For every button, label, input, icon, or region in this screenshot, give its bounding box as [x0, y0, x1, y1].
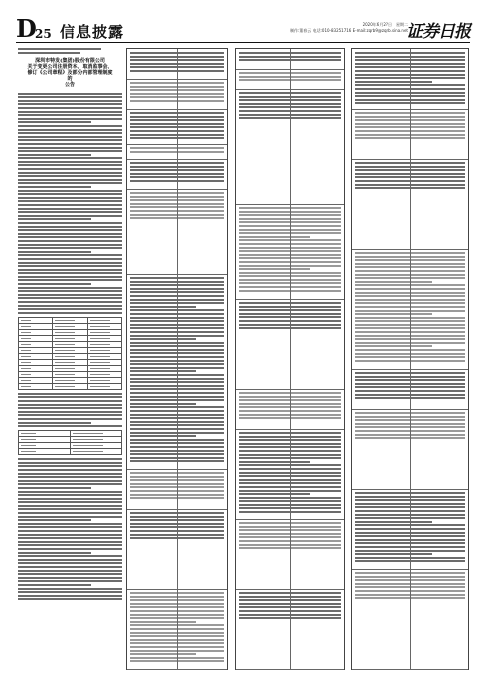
text-line [18, 577, 122, 579]
text-line [18, 276, 122, 278]
text-line [18, 211, 122, 213]
title-line: 深圳市特发(集团)股份有限公司 [35, 57, 105, 64]
text-line [18, 247, 122, 249]
text-line [18, 552, 91, 554]
text-line [18, 283, 91, 285]
text-line [18, 414, 122, 416]
table-cell [87, 383, 121, 389]
column-1 [18, 48, 122, 670]
column-divider [410, 49, 411, 669]
text-line [18, 111, 122, 113]
text-line [18, 483, 122, 485]
text-line [239, 461, 310, 463]
masthead-meta [290, 22, 408, 34]
text-line [18, 512, 122, 514]
text-line [18, 186, 91, 188]
text-line [18, 251, 91, 253]
text-line [18, 559, 122, 561]
page-number: 25 [35, 27, 52, 41]
text-line [18, 480, 122, 482]
text-line [18, 469, 122, 471]
text-line [18, 175, 122, 177]
masthead [16, 14, 470, 43]
text-line [18, 132, 122, 134]
text-line [18, 570, 122, 572]
text-line [18, 418, 122, 420]
text-line [130, 306, 196, 308]
text-line [18, 164, 122, 166]
text-line [355, 281, 432, 283]
text-line [18, 573, 122, 575]
text-line [130, 370, 196, 372]
text-line [18, 425, 122, 427]
text-line [130, 338, 196, 340]
data-table [18, 317, 122, 390]
text-line [18, 197, 122, 199]
text-line [18, 505, 122, 507]
text-line [18, 562, 122, 564]
text-line [18, 584, 91, 586]
text-line [18, 591, 122, 593]
column-divider [290, 49, 291, 669]
text-line [18, 487, 91, 489]
text-line [18, 411, 122, 413]
text-line [18, 233, 122, 235]
text-line [18, 190, 122, 192]
text-line [18, 537, 122, 539]
text-line [18, 200, 122, 202]
text-line [355, 553, 432, 555]
data-table [18, 430, 122, 455]
table-cell [19, 449, 71, 455]
text-line [18, 498, 122, 500]
text-line [18, 294, 122, 296]
text-line [18, 287, 122, 289]
text-line [18, 548, 122, 550]
text-line [18, 269, 122, 271]
table-column-3 [235, 48, 345, 670]
text-line [18, 393, 122, 395]
text-line [18, 143, 122, 145]
text-line [18, 136, 122, 138]
text-line [18, 265, 122, 267]
contact-line: 制作:董春云 电话:010-83251716 E-mail:zqrb9@zqrb.sina.net [289, 28, 408, 33]
masthead-rule [16, 42, 470, 43]
title-line: 公告 [64, 82, 75, 89]
text-line [18, 229, 122, 231]
text-line [18, 400, 122, 402]
table-cell [53, 383, 87, 389]
text-line [18, 580, 122, 582]
text-line [18, 534, 122, 536]
text-line [18, 129, 122, 131]
text-line [18, 465, 122, 467]
text-line [18, 544, 122, 546]
text-line [18, 523, 122, 525]
text-line [18, 240, 122, 242]
text-line [18, 555, 122, 557]
text-line [18, 404, 122, 406]
text-line [18, 244, 122, 246]
text-line [18, 150, 122, 152]
text-line [18, 218, 91, 220]
table-column-2 [126, 48, 228, 670]
date-line: 2020年6月2?日 星期二 [362, 22, 408, 27]
text-line [18, 107, 122, 109]
text-line [130, 653, 196, 655]
text-line [18, 476, 122, 478]
text-line [18, 516, 122, 518]
text-line [18, 236, 122, 238]
table-cell [19, 383, 53, 389]
text-line [18, 118, 122, 120]
text-line [18, 103, 122, 105]
text-line [239, 268, 310, 270]
text-line [18, 121, 91, 123]
column-divider [177, 49, 178, 669]
text-line [239, 493, 310, 495]
text-line [239, 236, 310, 238]
text-line [18, 93, 122, 95]
text-line [355, 521, 432, 523]
text-line [18, 595, 122, 597]
text-line [18, 494, 122, 496]
text-line [18, 172, 122, 174]
text-line [355, 81, 432, 83]
text-line [18, 312, 122, 314]
text-line [18, 154, 91, 156]
text-line [355, 313, 432, 315]
text-line [18, 179, 122, 181]
text-line [18, 161, 122, 163]
text-line [130, 435, 196, 437]
text-line [18, 508, 122, 510]
text-line [18, 226, 122, 228]
text-line [18, 473, 122, 475]
text-line [18, 147, 122, 149]
text-line [18, 100, 122, 102]
text-line [18, 305, 122, 307]
text-line [18, 157, 122, 159]
text-line [18, 258, 122, 260]
text-line [18, 139, 122, 141]
text-line [18, 598, 122, 600]
text-line [18, 222, 122, 224]
text-line [18, 491, 122, 493]
newspaper-logo: 证券日报 [406, 22, 470, 42]
page-letter: D [16, 14, 37, 43]
text-line [18, 182, 122, 184]
text-line [18, 396, 122, 398]
text-line [18, 458, 122, 460]
text-line [18, 308, 122, 310]
text-line [18, 125, 122, 127]
table-column-4 [351, 48, 469, 670]
text-line [130, 403, 196, 405]
text-line [18, 501, 122, 503]
text-line [18, 215, 122, 217]
table-cell [70, 449, 122, 455]
section-title: 信息披露 [60, 23, 125, 41]
text-line [18, 279, 122, 281]
text-line [18, 588, 122, 590]
text-line [18, 193, 122, 195]
text-line [18, 272, 122, 274]
text-line [18, 168, 122, 170]
title-line: 修订《公司章程》及部分内部管理制度的 [27, 70, 113, 83]
text-line [18, 204, 122, 206]
text-line [18, 297, 122, 299]
text-line [18, 422, 91, 424]
text-line [18, 290, 122, 292]
text-line [18, 566, 122, 568]
text-line [130, 621, 196, 623]
text-line [18, 262, 122, 264]
text-line [18, 114, 122, 116]
text-line [18, 407, 122, 409]
text-line [18, 526, 122, 528]
announcement-title [26, 58, 114, 89]
text-line [18, 541, 122, 543]
text-line [355, 345, 432, 347]
text-line [18, 208, 122, 210]
text-line [18, 530, 122, 532]
body-text [18, 93, 122, 601]
text-line [18, 462, 122, 464]
title-line: 关于变更公司注册资本、取消监事会、 [27, 63, 113, 70]
text-line [18, 301, 122, 303]
meta-line [18, 52, 80, 54]
text-line [18, 96, 122, 98]
text-line [18, 254, 122, 256]
meta-line [18, 48, 101, 50]
text-line [18, 519, 91, 521]
